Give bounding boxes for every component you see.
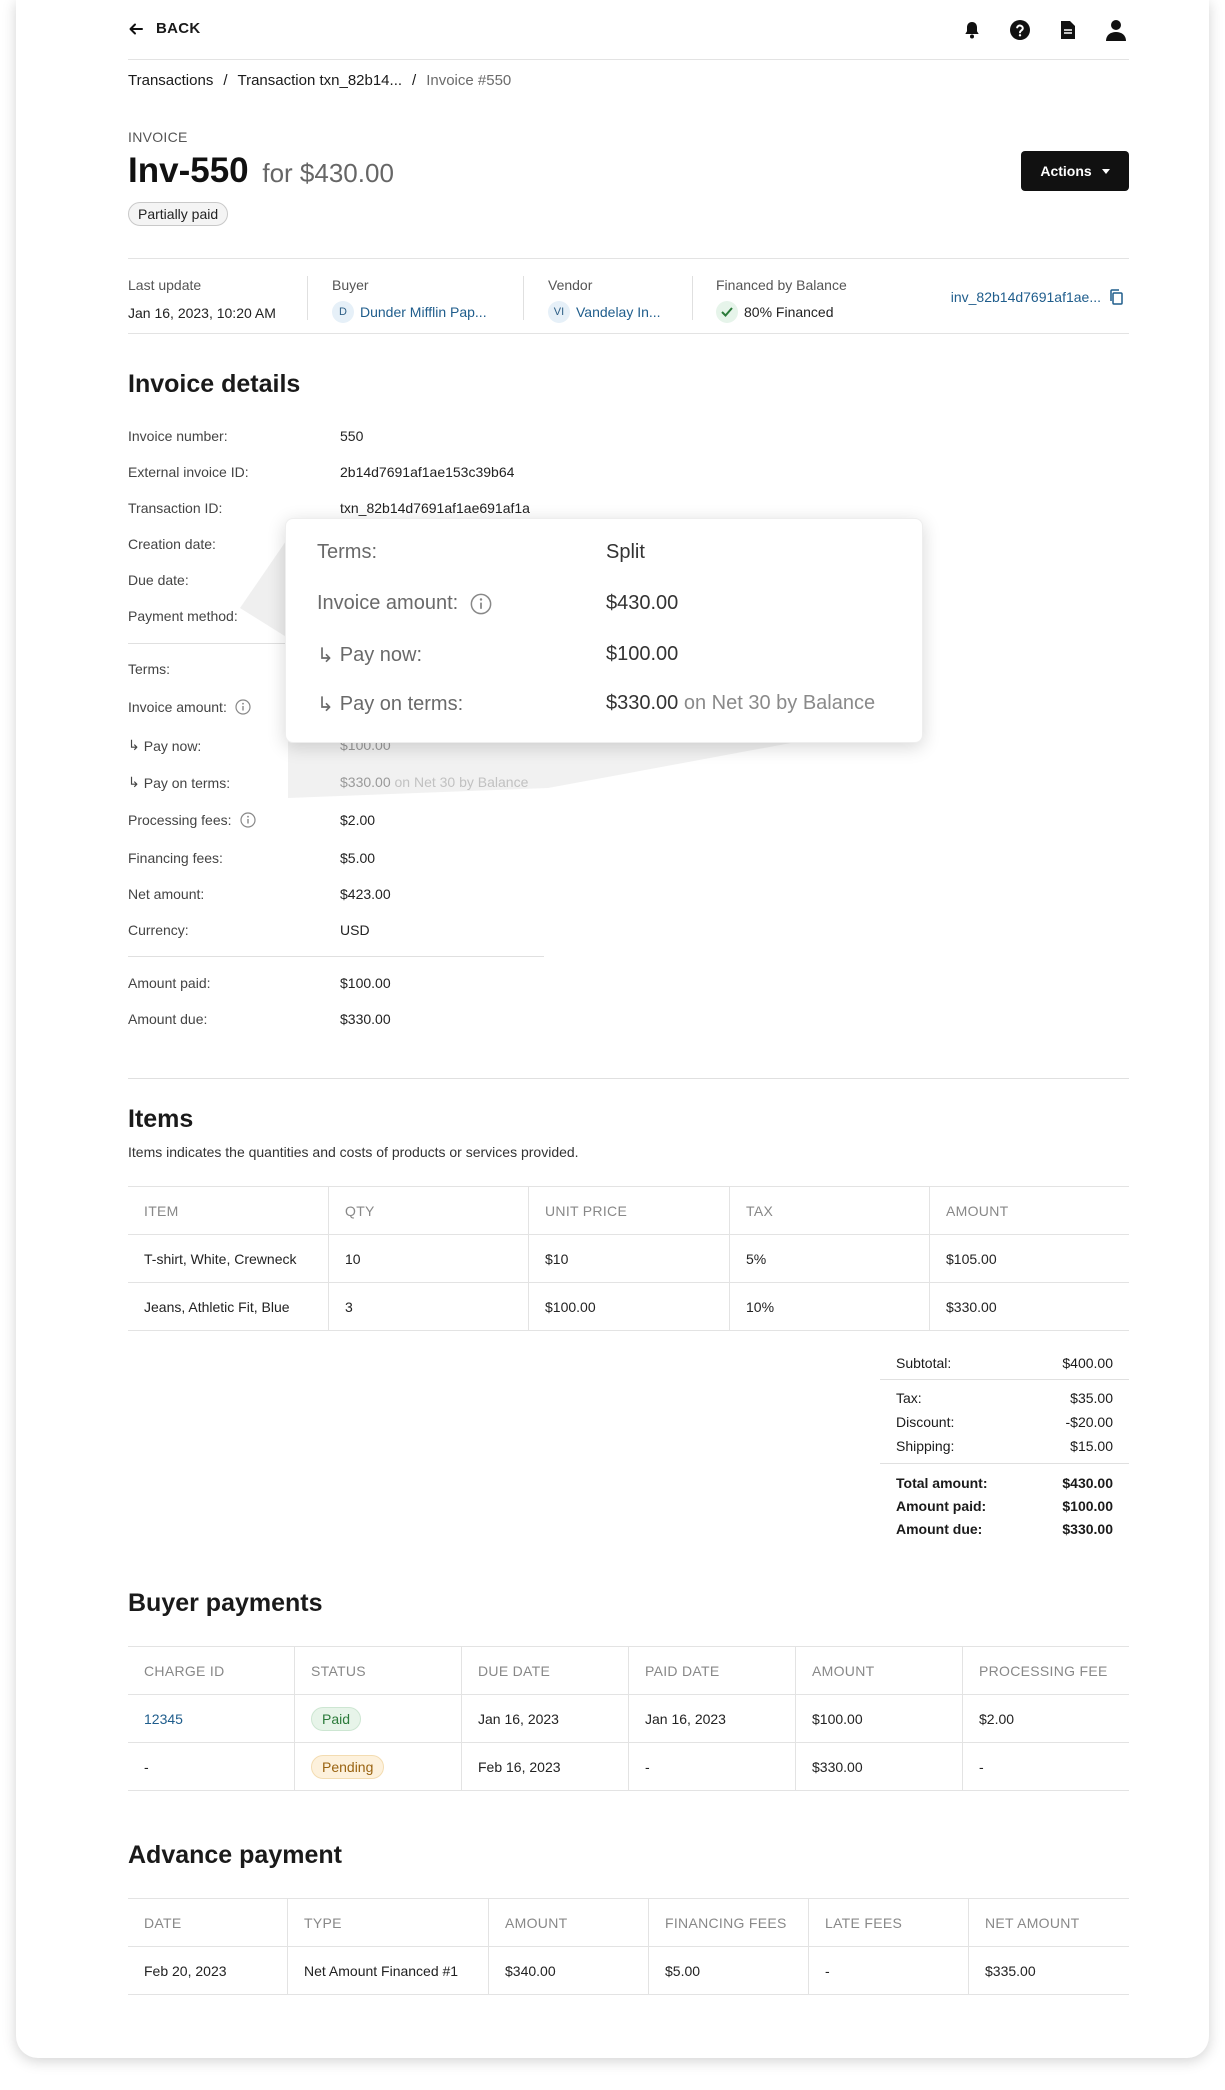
table-row: [128, 1947, 1129, 1995]
table-cell: $330.00: [946, 1298, 997, 1315]
popover-terms-label: Terms:: [317, 541, 377, 563]
shipping-label: Shipping:: [896, 1438, 955, 1454]
column-header: NET AMOUNT: [985, 1914, 1080, 1931]
actions-button[interactable]: [1021, 151, 1129, 191]
financed-percent: 80% Financed: [744, 304, 834, 320]
column-header: FINANCING FEES: [649, 1899, 809, 1946]
buyer-name[interactable]: Dunder Mifflin Pap...: [360, 304, 487, 320]
detail-label: Payment method:: [128, 608, 238, 624]
invoice-meta-strip: [128, 258, 1129, 334]
status-badge: Pending: [311, 1755, 384, 1779]
processing-fees-value: $2.00: [340, 812, 376, 828]
subtotal-row: [896, 1355, 1113, 1371]
detail-label: External invoice ID:: [128, 464, 249, 480]
table-cell: [295, 1743, 462, 1790]
table-cell: T-shirt, White, Crewneck: [128, 1235, 329, 1282]
table-cell: Jan 16, 2023: [462, 1695, 629, 1742]
invoice-details-heading: Invoice details: [128, 370, 301, 398]
vendor-link[interactable]: [548, 301, 661, 323]
user-icon[interactable]: [1103, 17, 1129, 43]
detail-value: 2b14d7691af1ae153c39b64: [340, 464, 515, 480]
detail-label: Creation date:: [128, 536, 216, 552]
help-icon[interactable]: [1007, 17, 1033, 43]
discount-value: -$20.00: [1065, 1414, 1113, 1430]
table-cell: $5.00: [649, 1947, 809, 1994]
page-frame: [16, 0, 1209, 2058]
table-cell: [295, 1695, 462, 1742]
discount-row: [896, 1414, 1113, 1430]
column-header: STATUS: [295, 1647, 462, 1694]
breadcrumb-separator: /: [412, 72, 417, 89]
currency-value: USD: [340, 922, 370, 938]
document-icon[interactable]: [1055, 17, 1081, 43]
tax-label: Tax:: [896, 1390, 922, 1406]
meta-label: Vendor: [548, 277, 593, 293]
page-eyebrow: INVOICE: [128, 129, 188, 145]
table-cell: -: [629, 1743, 796, 1790]
divider: [880, 1379, 1129, 1380]
info-icon[interactable]: [240, 812, 256, 828]
table-header: [128, 1647, 1129, 1695]
table-cell: $330.00: [796, 1743, 963, 1790]
table-row: [128, 1235, 1129, 1283]
column-header: PROCESSING FEE: [979, 1662, 1108, 1679]
breadcrumb-transactions[interactable]: Transactions: [128, 72, 214, 89]
arrow-return-icon: ↳: [128, 774, 140, 790]
terms-zoom-popover: [285, 518, 923, 743]
charge-id-link[interactable]: 12345: [144, 1710, 183, 1727]
status-badge: Paid: [311, 1707, 361, 1731]
table-header: [128, 1187, 1129, 1235]
meta-label: Financed by Balance: [716, 277, 847, 293]
detail-value: txn_82b14d7691af1ae691af1a: [340, 500, 530, 516]
breadcrumb-current: Invoice #550: [426, 72, 512, 89]
popover-invoice-amount-value: $430.00: [606, 592, 679, 614]
table-cell: Feb 16, 2023: [462, 1743, 629, 1790]
meta-vendor: [548, 277, 661, 323]
pay-terms-text: Pay on terms:: [143, 774, 231, 791]
meta-label: Buyer: [332, 277, 369, 293]
popover-pay-now-label: [317, 643, 422, 668]
detail-label: Transaction ID:: [128, 500, 223, 516]
column-header: QTY: [329, 1187, 529, 1234]
table-cell: Jeans, Athletic Fit, Blue: [128, 1283, 329, 1330]
top-icons: [959, 17, 1129, 43]
status-badge: Partially paid: [128, 202, 228, 226]
financing-fees-label: Financing fees:: [128, 850, 223, 866]
advance-payment-table: [128, 1898, 1129, 1995]
table-cell: $340.00: [489, 1947, 649, 1994]
items-table: [128, 1186, 1129, 1331]
paid-value: $100.00: [1062, 1498, 1113, 1514]
tax-value: $35.00: [1070, 1390, 1113, 1406]
table-cell: -: [809, 1947, 969, 1994]
table-cell: 5%: [730, 1235, 930, 1282]
invoice-ref[interactable]: [951, 289, 1123, 305]
divider: [523, 276, 524, 320]
table-cell: 10: [329, 1235, 529, 1282]
due-value: $330.00: [1062, 1521, 1113, 1537]
table-cell: [128, 1695, 295, 1742]
paid-row: [896, 1498, 1113, 1514]
popover-pay-terms-amount: $330.00: [606, 692, 679, 714]
detail-value: 550: [340, 428, 364, 444]
table-cell: Net Amount Financed #1: [288, 1947, 489, 1994]
total-label: Total amount:: [896, 1475, 988, 1491]
table-cell: $2.00: [979, 1710, 1015, 1727]
divider: [307, 276, 308, 320]
table-row: [128, 1743, 1129, 1791]
caret-down-icon: [1102, 169, 1110, 174]
buyer-avatar: D: [332, 301, 354, 323]
column-header: AMOUNT: [796, 1647, 963, 1694]
amount-paid-value: $100.00: [340, 975, 391, 991]
table-cell: 3: [329, 1283, 529, 1330]
column-header: CHARGE ID: [128, 1647, 295, 1694]
meta-last-update: [128, 277, 276, 321]
net-amount-label: Net amount:: [128, 886, 205, 902]
check-icon: [716, 301, 738, 323]
table-cell: $10: [529, 1235, 730, 1282]
invoice-title: Inv-550: [128, 151, 249, 190]
back-button[interactable]: [128, 20, 201, 37]
page-title: [128, 151, 394, 191]
table-cell: $100.00: [796, 1695, 963, 1742]
items-description: Items indicates the quantities and costs of products or services provided.: [128, 1144, 579, 1160]
table-cell: Jan 16, 2023: [629, 1695, 796, 1742]
vendor-name[interactable]: Vandelay In...: [576, 304, 661, 320]
popover-invoice-amount-label: [317, 592, 492, 615]
shipping-row: [896, 1438, 1113, 1454]
popover-pay-terms-label: [317, 692, 463, 717]
total-value: $430.00: [1062, 1475, 1113, 1491]
copy-icon[interactable]: [1109, 289, 1123, 305]
paid-label: Amount paid:: [896, 1498, 987, 1514]
processing-fees-label: [128, 812, 256, 828]
column-header: TAX: [730, 1187, 930, 1234]
tax-row: [896, 1390, 1113, 1406]
amount-paid-label: Amount paid:: [128, 975, 211, 991]
detail-label: Invoice number:: [128, 428, 228, 444]
divider: [692, 276, 693, 320]
amount-due-label: Amount due:: [128, 1011, 208, 1027]
subtotal-value: $400.00: [1062, 1355, 1113, 1371]
column-header: AMOUNT: [489, 1899, 649, 1946]
column-header: DUE DATE: [462, 1647, 629, 1694]
popover-invoice-amount-text: Invoice amount:: [317, 592, 459, 614]
table-row: [128, 1283, 1129, 1331]
table-row: [128, 1695, 1129, 1743]
total-row: [896, 1475, 1113, 1491]
terms-label: Terms:: [128, 661, 170, 677]
meta-value: [128, 305, 276, 321]
due-label: Amount due:: [896, 1521, 983, 1537]
column-header: AMOUNT: [946, 1202, 1009, 1219]
popover-pay-terms-note: on Net 30 by Balance: [683, 692, 876, 714]
advance-payment-heading: Advance payment: [128, 1841, 342, 1869]
arrow-left-icon: [128, 21, 144, 37]
actions-label: Actions: [1040, 163, 1092, 179]
column-header: DATE: [128, 1899, 288, 1946]
buyer-payments-table: [128, 1646, 1129, 1791]
shipping-value: $15.00: [1070, 1438, 1113, 1454]
discount-label: Discount:: [896, 1414, 955, 1430]
top-bar: [128, 0, 1129, 60]
meta-financed: [716, 277, 847, 323]
table-cell: $105.00: [946, 1250, 997, 1267]
invoice-total-subtitle: for $430.00: [262, 158, 394, 188]
financed-value: [716, 301, 847, 323]
arrow-return-icon: ↳: [317, 694, 334, 716]
back-label: BACK: [156, 20, 201, 37]
arrow-return-icon: ↳: [128, 737, 140, 753]
subtotal-label: Subtotal:: [896, 1355, 952, 1371]
popover-pay-now-value: $100.00: [606, 643, 679, 665]
column-header: LATE FEES: [809, 1899, 969, 1946]
info-icon[interactable]: [470, 593, 492, 615]
table-header: [128, 1899, 1129, 1947]
popover-pay-now-text: Pay now:: [339, 644, 423, 666]
table-cell: 10%: [730, 1283, 930, 1330]
net-amount-value: $423.00: [340, 886, 391, 902]
popover-pay-terms-text: Pay on terms:: [339, 693, 464, 715]
table-cell: -: [979, 1758, 984, 1775]
meta-label: Last update: [128, 277, 202, 293]
invoice-ref-value[interactable]: inv_82b14d7691af1ae...: [950, 289, 1101, 305]
column-header: PAID DATE: [629, 1647, 796, 1694]
column-header: TYPE: [288, 1899, 489, 1946]
table-cell: $335.00: [985, 1962, 1036, 1979]
detail-label: Due date:: [128, 572, 189, 588]
divider: [128, 1078, 1129, 1079]
meta-buyer: [332, 277, 487, 323]
table-cell: Feb 20, 2023: [128, 1947, 288, 1994]
breadcrumb-separator: /: [223, 72, 228, 89]
bell-icon[interactable]: [959, 17, 985, 43]
breadcrumb: [128, 72, 511, 89]
table-cell: $100.00: [529, 1283, 730, 1330]
popover-terms-value: Split: [606, 541, 645, 563]
financing-fees-value: $5.00: [340, 850, 376, 866]
divider: [128, 956, 544, 957]
popover-pay-terms-value: [606, 692, 875, 715]
pay-now-text: Pay now:: [143, 737, 202, 754]
due-row: [896, 1521, 1113, 1537]
last-update-value: Jan 16, 2023, 10:20 AM: [128, 305, 276, 321]
arrow-return-icon: ↳: [317, 645, 334, 667]
vendor-avatar: VI: [548, 301, 570, 323]
buyer-link[interactable]: [332, 301, 487, 323]
column-header: UNIT PRICE: [529, 1187, 730, 1234]
processing-fees-text: Processing fees:: [128, 812, 232, 828]
currency-label: Currency:: [128, 922, 189, 938]
divider: [880, 1463, 1129, 1464]
table-cell: -: [128, 1743, 295, 1790]
column-header: ITEM: [128, 1187, 329, 1234]
invoice-amount-text: Invoice amount:: [128, 699, 227, 715]
buyer-payments-heading: Buyer payments: [128, 1589, 323, 1617]
amount-due-value: $330.00: [340, 1011, 391, 1027]
items-heading: Items: [128, 1105, 194, 1133]
breadcrumb-transaction[interactable]: Transaction txn_82b14...: [237, 72, 403, 89]
